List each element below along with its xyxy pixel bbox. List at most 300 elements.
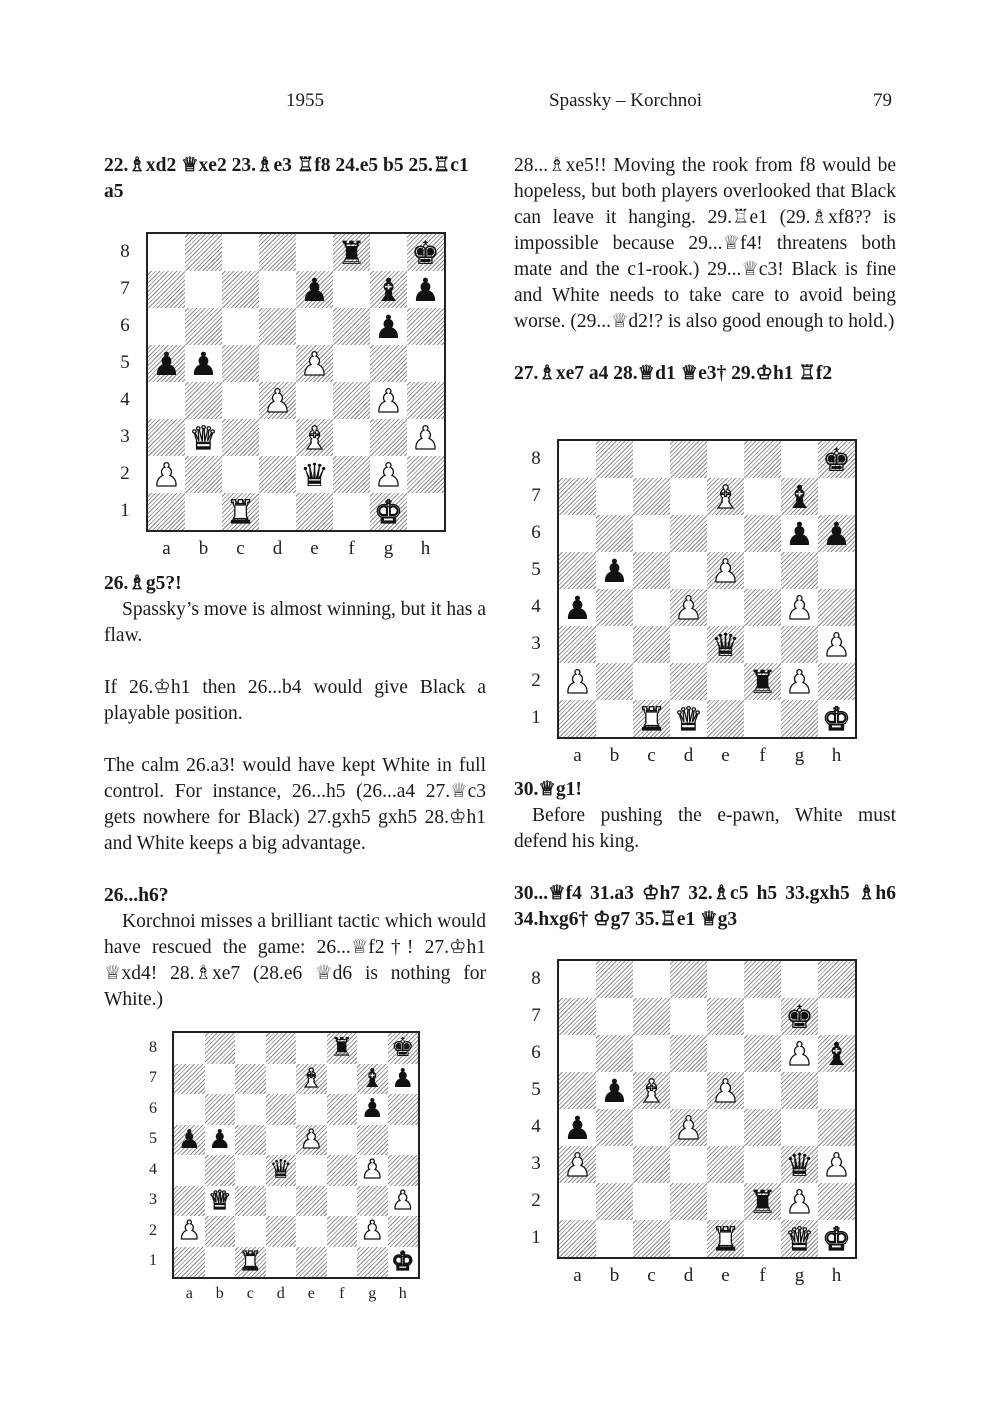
black-pawn-icon: ♟ xyxy=(600,1071,629,1110)
square-a1 xyxy=(559,1220,596,1257)
square-e4 xyxy=(707,589,744,626)
square-f5 xyxy=(744,1072,781,1109)
paragraph: If 26.♔h1 then 26...b4 would give Black a playable position. xyxy=(104,677,486,724)
square-h8 xyxy=(818,441,855,478)
white-rook-icon: ♜ xyxy=(637,699,666,738)
running-year: 1955 xyxy=(286,90,324,111)
square-e7 xyxy=(707,998,744,1035)
square-h8 xyxy=(388,1033,419,1064)
square-c8 xyxy=(633,961,670,998)
square-f5 xyxy=(744,552,781,589)
chess-diagram xyxy=(149,1031,420,1302)
black-pawn-icon: ♟ xyxy=(152,344,181,383)
file-label: b xyxy=(198,538,209,559)
rank-label: 1 xyxy=(531,1227,541,1249)
square-f7 xyxy=(327,1064,358,1095)
square-f8 xyxy=(744,961,781,998)
file-label: h xyxy=(420,538,431,559)
square-a3 xyxy=(174,1186,205,1217)
square-e1 xyxy=(296,1247,327,1278)
square-f3 xyxy=(333,419,370,456)
square-d5 xyxy=(266,1125,297,1156)
white-king-icon: ♚ xyxy=(391,1246,415,1277)
white-pawn-icon: ♟ xyxy=(360,1155,384,1186)
square-c6 xyxy=(633,1035,670,1072)
square-b4 xyxy=(596,1109,633,1146)
white-pawn-icon: ♟ xyxy=(299,1124,323,1155)
square-h2 xyxy=(818,1183,855,1220)
rank-label: 2 xyxy=(149,1221,157,1239)
square-f2 xyxy=(744,1183,781,1220)
square-f1 xyxy=(744,1220,781,1257)
black-rook-icon: ♜ xyxy=(330,1033,354,1064)
rank-label: 6 xyxy=(531,1042,541,1064)
square-d1 xyxy=(266,1247,297,1278)
square-a8 xyxy=(559,441,596,478)
square-d8 xyxy=(266,1033,297,1064)
square-b4 xyxy=(185,382,222,419)
move-heading: 26...h6? xyxy=(104,885,169,906)
square-h7 xyxy=(818,998,855,1035)
square-h8 xyxy=(407,234,444,271)
rank-label: 2 xyxy=(531,670,541,692)
square-e8 xyxy=(707,961,744,998)
rank-label: 5 xyxy=(531,559,541,581)
white-rook-icon: ♜ xyxy=(238,1246,262,1277)
page-number: 79 xyxy=(873,90,892,111)
square-d2 xyxy=(266,1216,297,1247)
square-d2 xyxy=(259,456,296,493)
rank-label: 7 xyxy=(149,1069,157,1087)
rank-label: 3 xyxy=(120,426,130,448)
black-pawn-icon: ♟ xyxy=(600,551,629,590)
black-rook-icon: ♜ xyxy=(748,662,777,701)
square-h8 xyxy=(818,961,855,998)
square-e2 xyxy=(707,663,744,700)
square-h7 xyxy=(407,271,444,308)
square-a2 xyxy=(559,1183,596,1220)
paragraph: Spassky’s move is almost winning, but it has a flaw. xyxy=(104,599,486,646)
move-heading: 26.♗g5?! xyxy=(104,573,182,594)
square-b3 xyxy=(596,1146,633,1183)
square-a8 xyxy=(148,234,185,271)
paragraph: Korchnoi misses a brilliant tactic which would have rescued the game: 26...♕f2†! 27.♔h1 ♕xd4! 28.♗xe7 (28.e6 ♕d6 is nothing for White.) xyxy=(104,911,486,1010)
square-d4 xyxy=(670,589,707,626)
square-c4 xyxy=(222,382,259,419)
square-h3 xyxy=(388,1186,419,1217)
square-a5 xyxy=(174,1125,205,1156)
white-pawn-icon: ♟ xyxy=(674,1108,703,1147)
square-b6 xyxy=(596,1035,633,1072)
square-e8 xyxy=(707,441,744,478)
square-f1 xyxy=(744,700,781,737)
square-c8 xyxy=(633,441,670,478)
square-a6 xyxy=(174,1094,205,1125)
square-g6 xyxy=(781,515,818,552)
square-a6 xyxy=(148,308,185,345)
chess-diagram xyxy=(120,232,446,559)
square-h3 xyxy=(407,419,444,456)
square-h5 xyxy=(407,345,444,382)
black-pawn-icon: ♟ xyxy=(411,270,440,309)
square-h2 xyxy=(818,663,855,700)
file-label: c xyxy=(246,1285,254,1302)
square-f6 xyxy=(744,515,781,552)
chess-diagram xyxy=(531,439,857,766)
square-a4 xyxy=(174,1155,205,1186)
square-b6 xyxy=(205,1094,236,1125)
rank-label: 5 xyxy=(531,1079,541,1101)
square-c6 xyxy=(222,308,259,345)
move-heading: 22.♗xd2 ♕xe2 23.♗e3 ♖f8 24.e5 b5 25.♖c1 a5 xyxy=(104,155,469,202)
black-pawn-icon: ♟ xyxy=(822,514,851,553)
black-pawn-icon: ♟ xyxy=(208,1124,232,1155)
right-column-top xyxy=(514,153,896,387)
square-g4 xyxy=(781,1109,818,1146)
square-c8 xyxy=(222,234,259,271)
square-d2 xyxy=(670,1183,707,1220)
square-b7 xyxy=(185,271,222,308)
rank-label: 7 xyxy=(531,485,541,507)
white-bishop-icon: ♝ xyxy=(300,418,329,457)
paragraph: The calm 26.a3! would have kept White in full control. For instance, 26...h5 (26...a4 27.♕c3 gets nowhere for Black) 27.gxh5 gxh5 28.♔h1 and White keeps a big advantage. xyxy=(104,755,486,854)
white-pawn-icon: ♟ xyxy=(374,381,403,420)
square-c7 xyxy=(633,998,670,1035)
square-d4 xyxy=(259,382,296,419)
black-bishop-icon: ♝ xyxy=(374,270,403,309)
square-d1 xyxy=(670,700,707,737)
square-b4 xyxy=(205,1155,236,1186)
black-king-icon: ♚ xyxy=(822,440,851,479)
file-label: e xyxy=(307,1285,315,1302)
square-c1 xyxy=(222,493,259,530)
rank-label: 4 xyxy=(149,1160,157,1178)
rank-label: 3 xyxy=(531,1153,541,1175)
file-label: b xyxy=(609,745,620,766)
file-label: f xyxy=(759,745,766,766)
square-f8 xyxy=(327,1033,358,1064)
square-a6 xyxy=(559,1035,596,1072)
square-g3 xyxy=(370,419,407,456)
square-b8 xyxy=(185,234,222,271)
square-b8 xyxy=(596,441,633,478)
rank-label: 1 xyxy=(149,1252,157,1270)
square-g6 xyxy=(357,1094,388,1125)
white-pawn-icon: ♟ xyxy=(711,551,740,590)
rank-label: 8 xyxy=(149,1038,157,1056)
square-f1 xyxy=(333,493,370,530)
square-g2 xyxy=(781,663,818,700)
white-pawn-icon: ♟ xyxy=(374,455,403,494)
square-b7 xyxy=(205,1064,236,1095)
square-h6 xyxy=(818,1035,855,1072)
square-c2 xyxy=(235,1216,266,1247)
square-f7 xyxy=(744,998,781,1035)
rank-label: 6 xyxy=(120,315,130,337)
white-queen-icon: ♛ xyxy=(189,418,218,457)
white-bishop-icon: ♝ xyxy=(299,1063,323,1094)
square-a5 xyxy=(148,345,185,382)
file-label: d xyxy=(272,538,283,559)
black-bishop-icon: ♝ xyxy=(360,1063,384,1094)
black-pawn-icon: ♟ xyxy=(563,1108,592,1147)
square-g7 xyxy=(781,998,818,1035)
square-g1 xyxy=(781,1220,818,1257)
square-g2 xyxy=(357,1216,388,1247)
square-g1 xyxy=(357,1247,388,1278)
square-e4 xyxy=(296,382,333,419)
square-a1 xyxy=(559,700,596,737)
square-f3 xyxy=(744,1146,781,1183)
file-label: d xyxy=(276,1285,285,1302)
square-e4 xyxy=(707,1109,744,1146)
square-g7 xyxy=(781,478,818,515)
square-d3 xyxy=(670,626,707,663)
square-d7 xyxy=(670,998,707,1035)
square-b6 xyxy=(185,308,222,345)
file-label: a xyxy=(573,745,582,766)
square-g3 xyxy=(781,1146,818,1183)
white-pawn-icon: ♟ xyxy=(152,455,181,494)
square-a8 xyxy=(174,1033,205,1064)
square-h2 xyxy=(388,1216,419,1247)
square-g6 xyxy=(781,1035,818,1072)
square-b1 xyxy=(205,1247,236,1278)
square-d8 xyxy=(670,441,707,478)
square-g5 xyxy=(781,552,818,589)
rank-label: 2 xyxy=(531,1190,541,1212)
square-d5 xyxy=(670,552,707,589)
black-pawn-icon: ♟ xyxy=(785,514,814,553)
square-e2 xyxy=(296,1216,327,1247)
square-e1 xyxy=(707,700,744,737)
square-a1 xyxy=(174,1247,205,1278)
rank-label: 5 xyxy=(120,352,130,374)
white-bishop-icon: ♝ xyxy=(711,477,740,516)
white-king-icon: ♚ xyxy=(374,492,403,531)
square-g4 xyxy=(781,589,818,626)
black-pawn-icon: ♟ xyxy=(189,344,218,383)
file-label: d xyxy=(683,1265,694,1286)
black-king-icon: ♚ xyxy=(391,1033,415,1064)
rank-label: 4 xyxy=(120,389,130,411)
square-e7 xyxy=(707,478,744,515)
white-bishop-icon: ♝ xyxy=(637,1071,666,1110)
black-bishop-icon: ♝ xyxy=(785,477,814,516)
square-b3 xyxy=(596,626,633,663)
square-g7 xyxy=(370,271,407,308)
white-king-icon: ♚ xyxy=(822,1219,851,1258)
square-c6 xyxy=(633,515,670,552)
black-pawn-icon: ♟ xyxy=(374,307,403,346)
square-b4 xyxy=(596,589,633,626)
square-e1 xyxy=(707,1220,744,1257)
square-c5 xyxy=(633,552,670,589)
white-pawn-icon: ♟ xyxy=(411,418,440,457)
square-g8 xyxy=(781,441,818,478)
square-b1 xyxy=(185,493,222,530)
square-d5 xyxy=(259,345,296,382)
white-pawn-icon: ♟ xyxy=(563,662,592,701)
square-d6 xyxy=(259,308,296,345)
square-g4 xyxy=(370,382,407,419)
rank-label: 6 xyxy=(531,522,541,544)
file-label: c xyxy=(236,538,245,559)
square-g2 xyxy=(781,1183,818,1220)
white-pawn-icon: ♟ xyxy=(674,588,703,627)
square-e6 xyxy=(707,1035,744,1072)
square-d3 xyxy=(259,419,296,456)
square-e2 xyxy=(296,456,333,493)
square-d6 xyxy=(266,1094,297,1125)
file-label: f xyxy=(339,1285,345,1302)
square-h2 xyxy=(407,456,444,493)
square-f7 xyxy=(744,478,781,515)
white-pawn-icon: ♟ xyxy=(263,381,292,420)
white-pawn-icon: ♟ xyxy=(177,1216,201,1247)
black-pawn-icon: ♟ xyxy=(177,1124,201,1155)
rank-label: 3 xyxy=(531,633,541,655)
file-label: f xyxy=(759,1265,766,1286)
rank-label: 8 xyxy=(531,448,541,470)
square-b5 xyxy=(596,552,633,589)
square-a7 xyxy=(148,271,185,308)
white-queen-icon: ♛ xyxy=(208,1185,232,1216)
file-label: c xyxy=(647,745,656,766)
square-e7 xyxy=(296,1064,327,1095)
square-d1 xyxy=(259,493,296,530)
rank-label: 7 xyxy=(531,1005,541,1027)
square-e4 xyxy=(296,1155,327,1186)
square-f2 xyxy=(327,1216,358,1247)
square-a4 xyxy=(559,1109,596,1146)
square-e6 xyxy=(707,515,744,552)
square-h6 xyxy=(388,1094,419,1125)
square-c3 xyxy=(235,1186,266,1217)
square-a7 xyxy=(559,478,596,515)
square-b5 xyxy=(205,1125,236,1156)
square-a4 xyxy=(148,382,185,419)
black-rook-icon: ♜ xyxy=(748,1182,777,1221)
square-h5 xyxy=(818,1072,855,1109)
square-a3 xyxy=(559,1146,596,1183)
file-label: e xyxy=(721,1265,730,1286)
square-b2 xyxy=(596,663,633,700)
square-e3 xyxy=(296,419,333,456)
white-pawn-icon: ♟ xyxy=(391,1185,415,1216)
running-title: Spassky – Korchnoi xyxy=(549,90,703,111)
white-pawn-icon: ♟ xyxy=(785,1182,814,1221)
square-f8 xyxy=(744,441,781,478)
square-d8 xyxy=(670,961,707,998)
square-e5 xyxy=(707,552,744,589)
square-f6 xyxy=(333,308,370,345)
white-pawn-icon: ♟ xyxy=(785,662,814,701)
file-label: b xyxy=(215,1285,224,1302)
square-f1 xyxy=(327,1247,358,1278)
square-b7 xyxy=(596,478,633,515)
black-king-icon: ♚ xyxy=(411,233,440,272)
file-label: g xyxy=(383,538,394,559)
square-h4 xyxy=(818,589,855,626)
square-d6 xyxy=(670,515,707,552)
rank-label: 6 xyxy=(149,1099,157,1117)
rank-label: 8 xyxy=(531,968,541,990)
square-c4 xyxy=(633,589,670,626)
black-pawn-icon: ♟ xyxy=(563,588,592,627)
white-queen-icon: ♛ xyxy=(674,699,703,738)
square-b8 xyxy=(596,961,633,998)
square-f4 xyxy=(744,1109,781,1146)
square-b5 xyxy=(596,1072,633,1109)
square-b6 xyxy=(596,515,633,552)
file-label: b xyxy=(609,1265,620,1286)
square-a2 xyxy=(559,663,596,700)
square-f5 xyxy=(333,345,370,382)
square-f3 xyxy=(327,1186,358,1217)
black-queen-icon: ♛ xyxy=(785,1145,814,1184)
square-c7 xyxy=(222,271,259,308)
square-a1 xyxy=(148,493,185,530)
black-pawn-icon: ♟ xyxy=(300,270,329,309)
square-h1 xyxy=(388,1247,419,1278)
square-a2 xyxy=(174,1216,205,1247)
file-label: d xyxy=(683,745,694,766)
square-d6 xyxy=(670,1035,707,1072)
square-d3 xyxy=(670,1146,707,1183)
square-a7 xyxy=(174,1064,205,1095)
square-h5 xyxy=(818,552,855,589)
file-label: h xyxy=(398,1285,407,1302)
square-g5 xyxy=(370,345,407,382)
file-label: g xyxy=(368,1285,377,1302)
black-rook-icon: ♜ xyxy=(337,233,366,272)
left-column-middle xyxy=(104,571,486,1013)
square-g4 xyxy=(357,1155,388,1186)
square-e5 xyxy=(296,345,333,382)
rank-label: 3 xyxy=(149,1191,157,1209)
white-rook-icon: ♜ xyxy=(226,492,255,531)
square-d2 xyxy=(670,663,707,700)
square-f4 xyxy=(744,589,781,626)
white-rook-icon: ♜ xyxy=(711,1219,740,1258)
square-h7 xyxy=(818,478,855,515)
square-b3 xyxy=(205,1186,236,1217)
black-queen-icon: ♛ xyxy=(269,1155,293,1186)
square-a3 xyxy=(148,419,185,456)
square-c1 xyxy=(633,1220,670,1257)
square-a2 xyxy=(148,456,185,493)
square-d7 xyxy=(266,1064,297,1095)
square-f5 xyxy=(327,1125,358,1156)
file-label: h xyxy=(831,1265,842,1286)
square-f2 xyxy=(744,663,781,700)
square-e2 xyxy=(707,1183,744,1220)
square-c5 xyxy=(633,1072,670,1109)
chess-diagram xyxy=(531,959,857,1286)
square-g1 xyxy=(781,700,818,737)
file-label: c xyxy=(647,1265,656,1286)
square-g5 xyxy=(357,1125,388,1156)
square-g8 xyxy=(370,234,407,271)
square-a5 xyxy=(559,1072,596,1109)
square-f6 xyxy=(327,1094,358,1125)
black-queen-icon: ♛ xyxy=(300,455,329,494)
rank-label: 5 xyxy=(149,1130,157,1148)
square-a8 xyxy=(559,961,596,998)
black-pawn-icon: ♟ xyxy=(391,1063,415,1094)
square-g3 xyxy=(781,626,818,663)
